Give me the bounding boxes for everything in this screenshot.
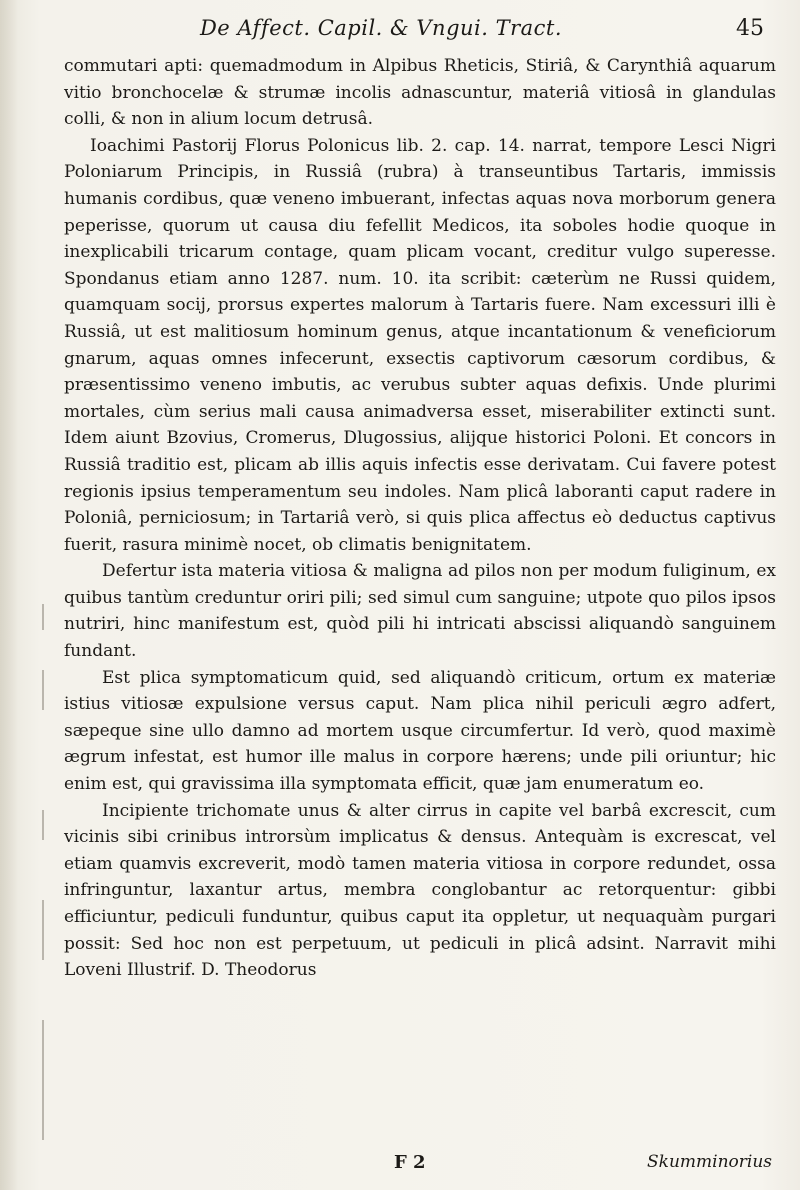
paragraph-3: Defertur ista materia vitiosa & maligna ad pilos non per modum fuliginum, ex quibus tantùm creduntur oriri pili; sed simul cum sanguine; utpote quo pilos ipsos nutriri, hinc manifestum est, quòd pili hi intricati abscissi aliquandò sanguinem fundant. [64,561,776,662]
paragraph-4: Est plica symptomaticum quid, sed aliquandò criticum, ortum ex materiæ istius vitiosæ expulsione versus caput. Nam plica nihil periculi ægro adfert, sæpeque sine ullo damno ad mortem usque circumfertur. Id verò, quod maximè ægrum infestat, est humor ille malus in corpore hærens; unde pili oriuntur; hic enim est, qui gravissima illa symptomata efficit, quæ jam enumeratum eo. [64,667,776,795]
paragraph-2: Ioachimi Pastorij Florus Polonicus lib. 2. cap. 14. narrat, tempore Lesci Nigri Poloniarum Principis, in Russiâ (rubra) à transeuntibus Tartaris, immissis humanis cordibus, quæ veneno imbuerant, infectas aquas nova morborum genera peperisse, quorum ut causa diu fefellit Medicos, ita soboles hodie quoque in inexplicabili tricarum contage, quam plicam vocant, creditur vulgo superesse. Spondanus etiam anno 1287. num. 10. ita scribit: cæterùm ne Russi quidem, quamquam socij, prorsus expertes malorum à Tartaris fuere. Nam excessuri illi è Russiâ, ut est malitiosum hominum genus, atque incantationum & veneficiorum gnarum, aquas omnes infecerunt, exsectis captivorum cæsorum cordibus, & præsentissimo veneno imbutis, ac verubus subter aquas defixis. Unde plurimi mortales, cùm serius mali causa animadversa esset, miserabiliter extincti sunt. Idem aiunt Bzovius, Cromerus, Dlugossius, alijque historici Poloni. Et concors in Russiâ traditio est, plicam ab illis aquis infectis esse derivatam. Cui favere potest regionis ipsius temperamentum seu indoles. Nam plicâ laboranti caput radere in Poloniâ, perniciosum; in Tartariâ verò, si quis plica affectus eò deductus captivus fuerit, rasura minimè nocet, ob climatis benignitatem. [64,135,776,555]
margin-ink-marks [38,600,54,1160]
signature-mark: F 2 [394,1152,426,1173]
running-title: De Affect. Capil. & Vngui. Tract. [199,16,563,40]
page-footer [64,1152,778,1182]
body-text [64,53,776,984]
page-number: 45 [736,16,764,41]
page-gutter-shadow [0,0,18,1190]
paragraph-1: commutari apti: quemadmodum in Alpibus Rheticis, Stiriâ, & Carynthiâ aquarum vitio bronchocelæ & strumæ incolis adnascuntur, materiâ vitiosâ in glandulas colli, & non in alium locum detrusâ. [64,56,776,130]
paragraph-5: Incipiente trichomate unus & alter cirrus in capite vel barbâ excrescit, cum vicinis sibi crinibus introrsùm implicatus & densus. Antequàm is excrescat, vel etiam quamvis excreverit, modò tamen materia vitiosa in corpore redundet, ossa infringuntur, laxantur artus, membra conglobantur ac retorquentur: gibbi efficiuntur, pediculi funduntur, quibus caput ita oppletur, ut nequaquàm purgari possit: Sed hoc non est perpetuum, ut pediculi in plicâ adsint. Narravit mihi Loveni Illustrif. D. Theodorus [64,800,776,981]
page-header [60,12,772,52]
catchword: Skumminorius [647,1152,772,1172]
